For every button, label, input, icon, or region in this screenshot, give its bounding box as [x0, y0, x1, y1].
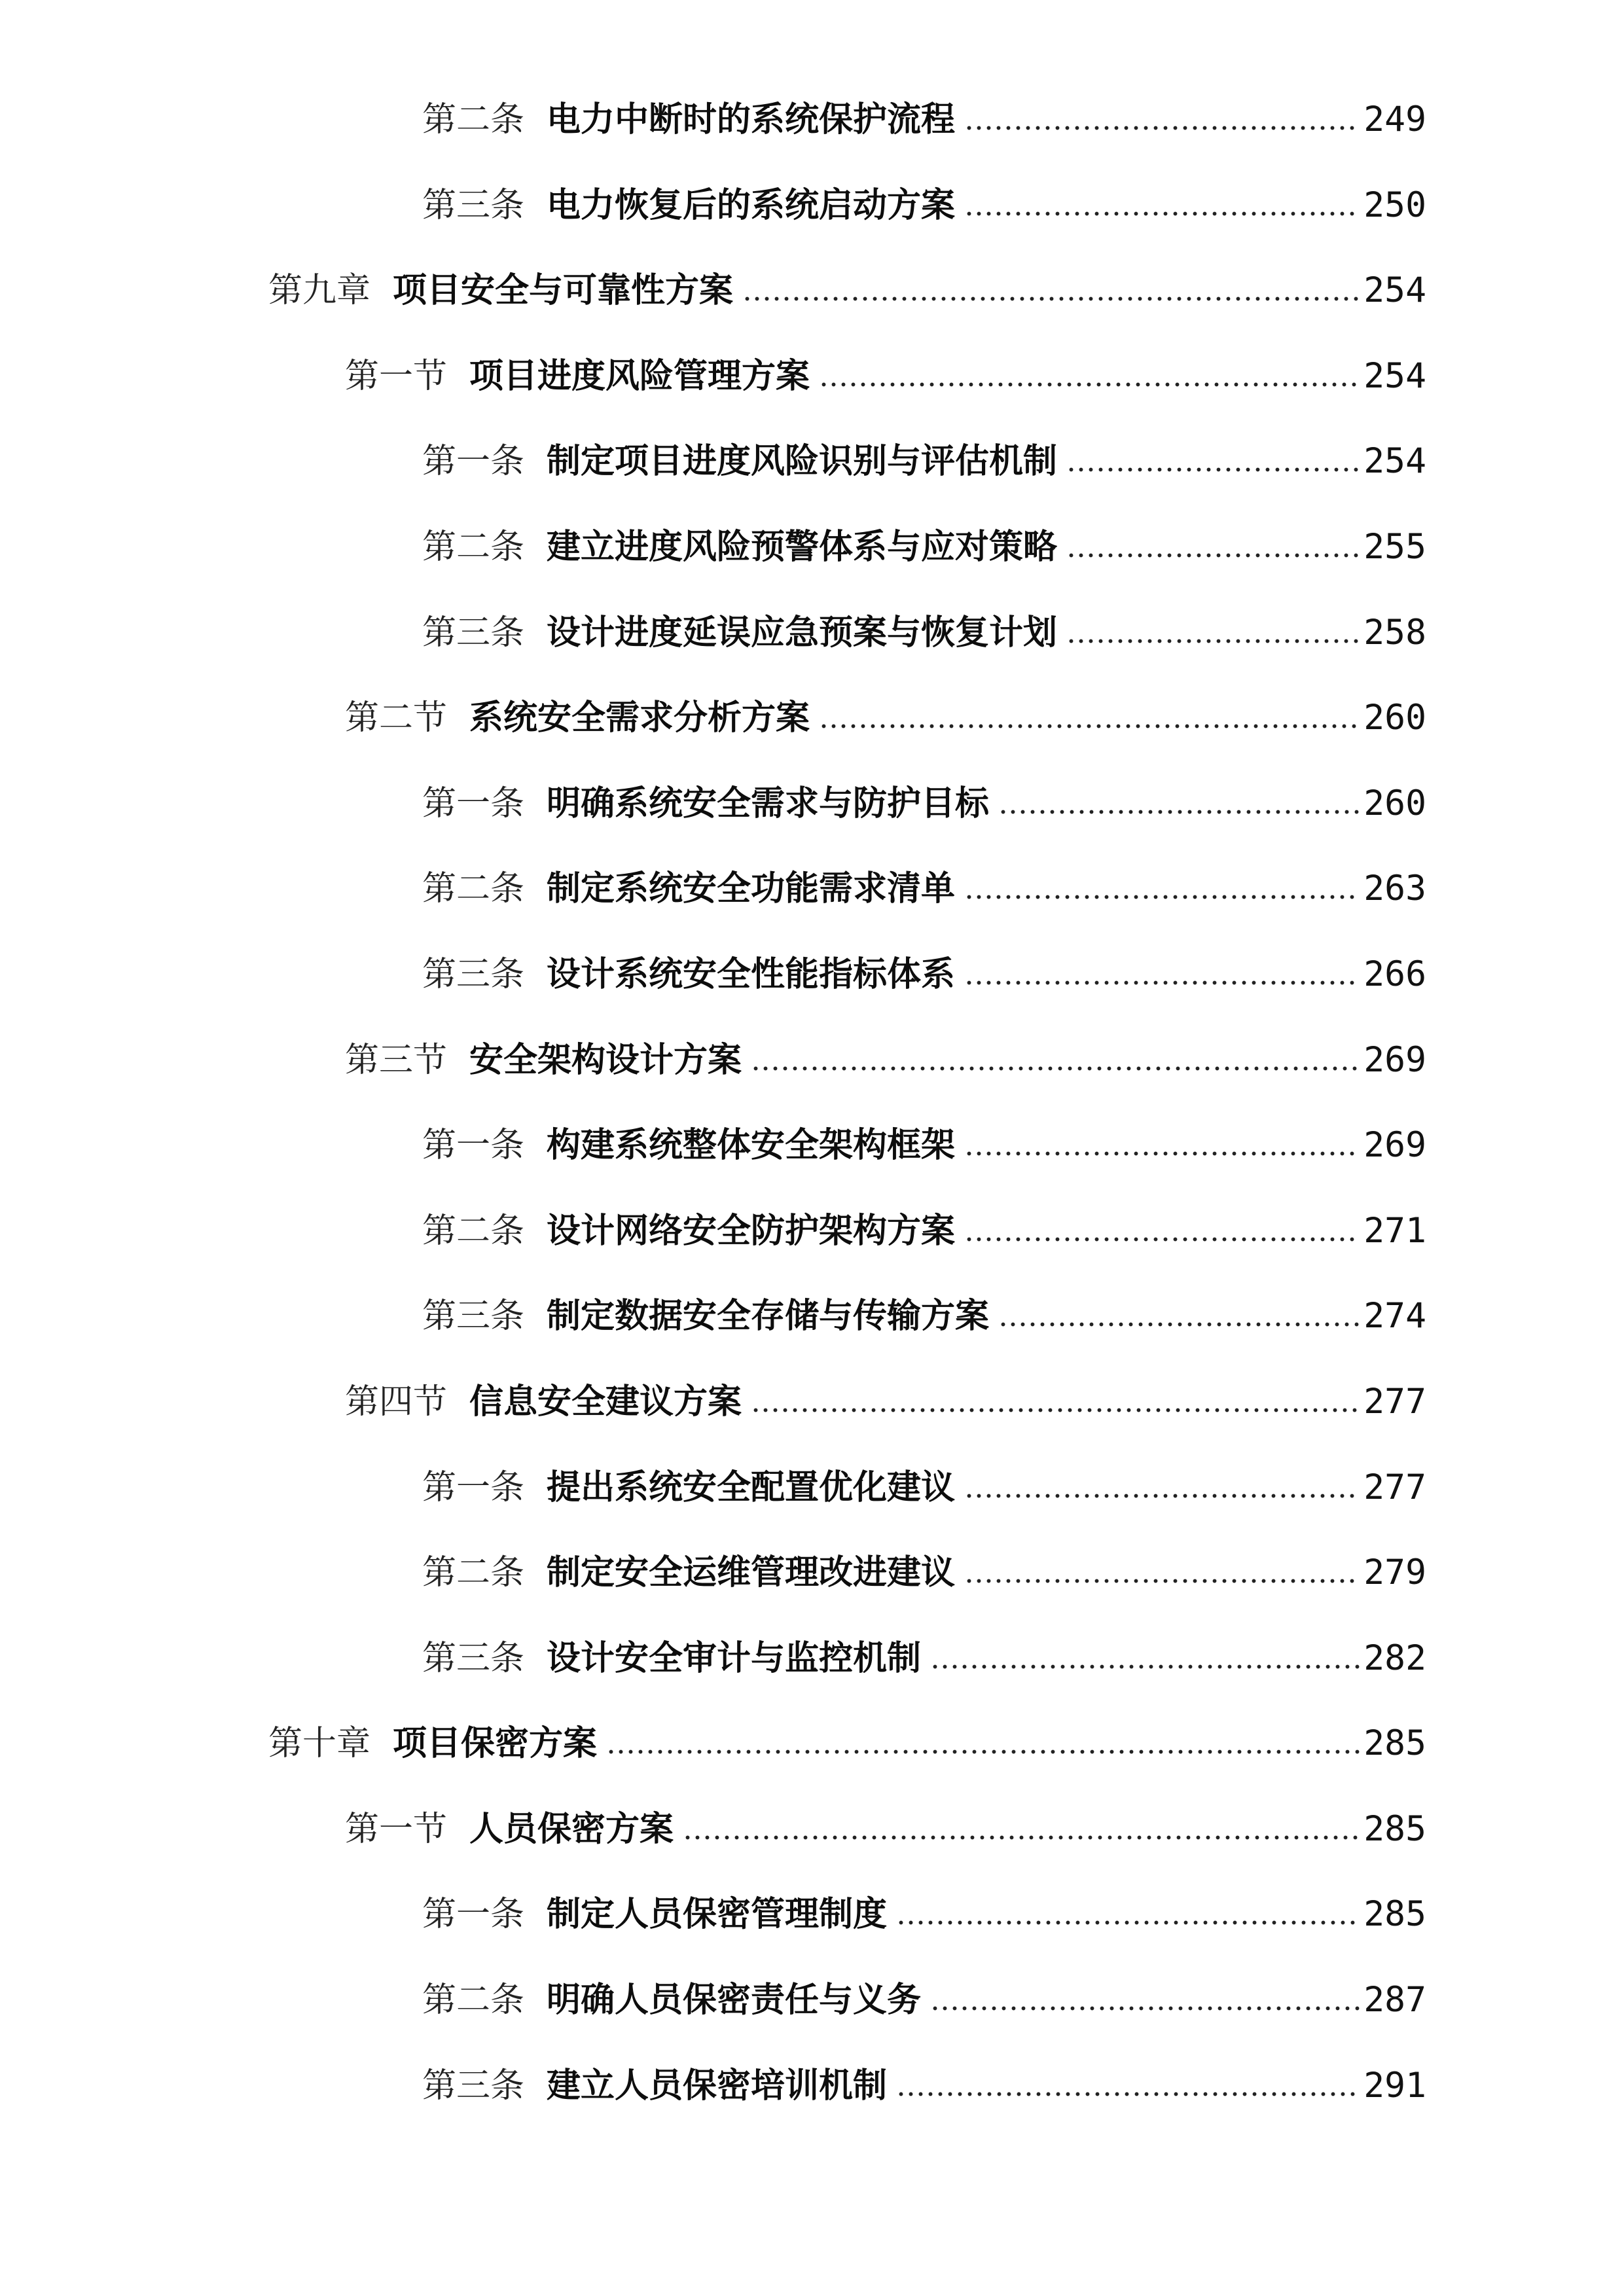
dot-leader	[819, 353, 1360, 387]
toc-entry-number: 第三节	[345, 1041, 448, 1079]
toc-entry-number: 第二节	[345, 700, 448, 738]
toc-entry-page-number: 258	[1363, 612, 1426, 653]
toc-entry[interactable]	[0, 1103, 1624, 1189]
toc-entry-title: 电力恢复后的系统启动方案	[547, 185, 956, 225]
dot-leader	[930, 1977, 1360, 2011]
toc-entry-page-number: 260	[1363, 783, 1426, 823]
toc-entry-number: 第九章	[268, 272, 371, 310]
toc-entry-title: 建立进度风险预警体系与应对策略	[547, 527, 1058, 567]
toc-entry[interactable]	[0, 334, 1624, 420]
toc-entry-page-number: 277	[1363, 1381, 1426, 1422]
toc-entry[interactable]	[0, 1616, 1624, 1702]
toc-entry-number: 第四节	[345, 1383, 448, 1421]
toc-entry-number: 第二条	[422, 1554, 525, 1592]
toc-entry[interactable]	[0, 1445, 1624, 1531]
toc-entry[interactable]	[0, 77, 1624, 163]
toc-entry-page-number: 277	[1363, 1467, 1426, 1507]
toc-entry-page-number: 255	[1363, 526, 1426, 567]
toc-entry-title: 提出系统安全配置优化建议	[547, 1467, 956, 1507]
dot-leader	[964, 183, 1360, 217]
toc-entry[interactable]	[0, 1872, 1624, 1958]
toc-entry-number: 第二条	[422, 1212, 525, 1250]
dot-leader	[1066, 610, 1360, 644]
toc-entry[interactable]	[0, 1274, 1624, 1359]
dot-leader	[964, 1122, 1360, 1157]
toc-entry-number: 第二条	[422, 1982, 525, 2020]
toc-entry[interactable]	[0, 1018, 1624, 1103]
toc-entry-page-number: 269	[1363, 1039, 1426, 1080]
toc-entry-page-number: 249	[1363, 99, 1426, 139]
toc-entry[interactable]	[0, 932, 1624, 1018]
dot-leader	[751, 1379, 1360, 1413]
toc-entry-page-number: 266	[1363, 954, 1426, 994]
toc-entry-page-number: 263	[1363, 869, 1426, 909]
toc-entry-page-number: 291	[1363, 2065, 1426, 2106]
dot-leader	[683, 1806, 1360, 1840]
toc-entry[interactable]	[0, 1958, 1624, 2043]
dot-leader	[998, 781, 1360, 815]
toc-entry-number: 第三条	[422, 1298, 525, 1336]
toc-entry-title: 制定数据安全存储与传输方案	[547, 1297, 990, 1336]
toc-entry[interactable]	[0, 163, 1624, 249]
toc-entry-page-number: 285	[1363, 1808, 1426, 1849]
toc-entry-number: 第三条	[422, 614, 525, 652]
toc-entry[interactable]	[0, 2043, 1624, 2129]
toc-entry[interactable]	[0, 248, 1624, 334]
toc-entry-page-number: 250	[1363, 185, 1426, 225]
dot-leader	[606, 1721, 1360, 1755]
dot-leader	[930, 1636, 1360, 1670]
dot-leader	[964, 1208, 1360, 1242]
toc-entry-page-number: 285	[1363, 1723, 1426, 1764]
toc-entry-title: 项目保密方案	[393, 1724, 598, 1764]
toc-entry-title: 构建系统整体安全架构框架	[547, 1126, 956, 1166]
toc-entry-title: 系统安全需求分析方案	[469, 698, 810, 738]
toc-entry[interactable]	[0, 505, 1624, 590]
toc-entry[interactable]	[0, 846, 1624, 932]
dot-leader	[896, 2063, 1360, 2097]
dot-leader	[964, 97, 1360, 131]
toc-entry-title: 人员保密方案	[469, 1809, 674, 1849]
toc-entry-title: 设计进度延误应急预案与恢复计划	[547, 613, 1058, 653]
toc-entry-number: 第一条	[422, 785, 525, 823]
toc-entry-number: 第十章	[268, 1725, 371, 1763]
toc-entry-number: 第二条	[422, 528, 525, 566]
table-of-contents	[0, 77, 1624, 2128]
toc-entry-page-number: 254	[1363, 441, 1426, 482]
toc-entry-page-number: 274	[1363, 1296, 1426, 1336]
toc-entry[interactable]	[0, 675, 1624, 761]
toc-entry-number: 第三条	[422, 2067, 525, 2105]
dot-leader	[964, 866, 1360, 900]
toc-entry-title: 建立人员保密培训机制	[547, 2066, 888, 2106]
toc-entry-title: 制定项目进度风险识别与评估机制	[547, 442, 1058, 482]
toc-entry-number: 第三条	[422, 187, 525, 224]
toc-entry[interactable]	[0, 419, 1624, 505]
toc-entry[interactable]	[0, 1701, 1624, 1787]
toc-entry-title: 项目安全与可靠性方案	[393, 271, 734, 311]
toc-entry-title: 信息安全建议方案	[469, 1382, 742, 1422]
dot-leader	[964, 952, 1360, 986]
toc-entry-title: 设计系统安全性能指标体系	[547, 954, 956, 994]
toc-entry-page-number: 254	[1363, 355, 1426, 396]
toc-entry-title: 项目进度风险管理方案	[469, 356, 810, 396]
toc-entry-number: 第三条	[422, 1640, 525, 1677]
toc-entry[interactable]	[0, 590, 1624, 676]
toc-entry[interactable]	[0, 761, 1624, 847]
toc-entry[interactable]	[0, 1530, 1624, 1616]
dot-leader	[1066, 439, 1360, 473]
toc-entry-title: 明确系统安全需求与防护目标	[547, 783, 990, 823]
toc-entry-title: 制定系统安全功能需求清单	[547, 869, 956, 909]
toc-entry-number: 第一条	[422, 1127, 525, 1165]
toc-entry-title: 电力中断时的系统保护流程	[547, 100, 956, 139]
toc-entry-page-number: 271	[1363, 1210, 1426, 1251]
dot-leader	[998, 1293, 1360, 1327]
toc-entry-number: 第二条	[422, 101, 525, 139]
toc-entry-title: 安全架构设计方案	[469, 1040, 742, 1080]
toc-entry-number: 第一条	[422, 1469, 525, 1507]
toc-entry-page-number: 269	[1363, 1125, 1426, 1166]
toc-entry-number: 第二条	[422, 870, 525, 908]
toc-entry-number: 第三条	[422, 956, 525, 994]
toc-entry-page-number: 282	[1363, 1638, 1426, 1678]
toc-entry-page-number: 260	[1363, 698, 1426, 738]
dot-leader	[964, 1550, 1360, 1584]
toc-entry-number: 第一条	[422, 1896, 525, 1934]
toc-entry-page-number: 287	[1363, 1980, 1426, 2020]
toc-entry[interactable]	[0, 1359, 1624, 1445]
toc-entry-title: 制定安全运维管理改进建议	[547, 1553, 956, 1593]
dot-leader	[742, 268, 1360, 302]
toc-entry-title: 设计网络安全防护架构方案	[547, 1211, 956, 1251]
toc-entry-title: 制定人员保密管理制度	[547, 1895, 888, 1935]
dot-leader	[896, 1892, 1360, 1926]
toc-entry[interactable]	[0, 1787, 1624, 1873]
toc-entry-page-number: 285	[1363, 1894, 1426, 1935]
toc-entry-title: 设计安全审计与监控机制	[547, 1638, 922, 1678]
dot-leader	[1066, 524, 1360, 558]
toc-entry-number: 第一节	[345, 357, 448, 395]
toc-entry-number: 第一条	[422, 443, 525, 481]
dot-leader	[964, 1465, 1360, 1499]
toc-entry[interactable]	[0, 1189, 1624, 1274]
dot-leader	[751, 1037, 1360, 1071]
toc-entry-number: 第一节	[345, 1810, 448, 1848]
dot-leader	[819, 695, 1360, 729]
toc-entry-title: 明确人员保密责任与义务	[547, 1981, 922, 2020]
toc-entry-page-number: 254	[1363, 270, 1426, 311]
toc-entry-page-number: 279	[1363, 1552, 1426, 1593]
